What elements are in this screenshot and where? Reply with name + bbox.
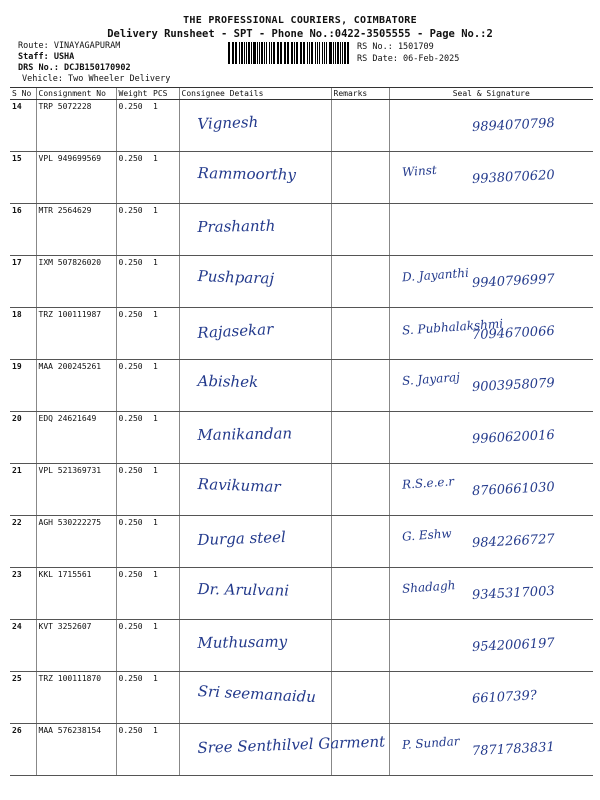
pcs-cell: 1 xyxy=(151,256,179,308)
remarks-cell xyxy=(331,620,389,672)
staff-label: Staff: USHA xyxy=(18,52,75,62)
barcode-bar xyxy=(244,42,245,64)
consignment-no-cell: VPL 521369731 xyxy=(36,464,116,516)
barcode-bar xyxy=(319,42,321,64)
pcs-cell: 1 xyxy=(151,100,179,152)
seal-signature-cell xyxy=(389,412,593,464)
consignee-details-cell: Abishek xyxy=(179,358,332,413)
consignment-no-cell: VPL 949699569 xyxy=(36,152,116,204)
remarks-cell xyxy=(331,152,389,204)
consignee-details-cell: Manikandan xyxy=(179,410,332,465)
consignment-no-cell: TRZ 100111987 xyxy=(36,308,116,360)
barcode-bar xyxy=(322,42,323,64)
table-row xyxy=(10,308,593,360)
consignee-details-cell: Muthusamy xyxy=(179,618,332,673)
barcode-bar xyxy=(259,42,260,64)
consignment-no-cell: MTR 2564629 xyxy=(36,204,116,256)
seal-signature-cell xyxy=(389,204,593,256)
barcode-bar xyxy=(246,42,247,64)
pcs-cell: 1 xyxy=(151,620,179,672)
remarks-cell xyxy=(331,100,389,152)
signature-phone: 9894070798 xyxy=(471,115,555,136)
signature-text: G. Eshw xyxy=(401,526,452,544)
sno-cell: 17 xyxy=(10,256,36,308)
consignee-details-cell: Prashanth xyxy=(179,202,332,257)
pcs-cell: 1 xyxy=(151,412,179,464)
barcode-bar xyxy=(300,42,301,64)
signature-phone: 7871783831 xyxy=(471,739,555,760)
barcode-bar xyxy=(317,42,318,64)
barcode-bar xyxy=(291,42,293,64)
table-row xyxy=(10,516,593,568)
barcode-bar xyxy=(288,42,289,64)
barcode-bar xyxy=(235,42,237,64)
barcode-bar xyxy=(277,42,279,64)
barcode-bar xyxy=(241,42,243,64)
consignee-details-cell: Pushparaj xyxy=(178,253,332,310)
weight-cell: 0.250 xyxy=(116,308,151,360)
consignee-details-cell: Sri seemanaidu xyxy=(178,668,333,728)
signature-text: Shadagh xyxy=(401,578,456,596)
runsheet-table xyxy=(10,87,593,776)
pcs-cell: 1 xyxy=(151,204,179,256)
signature-phone: 9345317003 xyxy=(471,583,555,604)
barcode-bar xyxy=(301,42,302,64)
sno-cell: 16 xyxy=(10,204,36,256)
table-row xyxy=(10,360,593,412)
barcode-bar xyxy=(248,42,250,64)
consignment-no-cell: EDQ 24621649 xyxy=(36,412,116,464)
runsheet-subtitle: Delivery Runsheet - SPT - Phone No.:0422-3505555 - Page No.:2 xyxy=(107,28,493,40)
sno-cell: 22 xyxy=(10,516,36,568)
rs-date: RS Date: 06-Feb-2025 xyxy=(357,54,460,64)
barcode-bar xyxy=(342,42,343,64)
sno-cell: 20 xyxy=(10,412,36,464)
signature-text: S. Pubhalakshmi xyxy=(401,316,504,338)
weight-cell: 0.250 xyxy=(116,100,151,152)
weight-cell: 0.250 xyxy=(116,724,151,776)
weight-cell: 0.250 xyxy=(116,256,151,308)
consignment-no-cell: KKL 1715561 xyxy=(36,568,116,620)
weight-cell: 0.250 xyxy=(116,568,151,620)
pcs-cell: 1 xyxy=(151,360,179,412)
barcode-bar xyxy=(335,42,336,64)
barcode-bar xyxy=(326,42,328,64)
barcode-bar xyxy=(287,42,288,64)
table-row xyxy=(10,672,593,724)
sno-cell: 26 xyxy=(10,724,36,776)
sno-cell: 21 xyxy=(10,464,36,516)
barcode-bar xyxy=(261,42,263,64)
consignment-no-cell: TRZ 100111870 xyxy=(36,672,116,724)
col-header-remarks: Remarks xyxy=(331,88,389,100)
rs-number: RS No.: 1501709 xyxy=(357,42,434,52)
barcode-bar xyxy=(340,42,341,64)
weight-cell: 0.250 xyxy=(116,412,151,464)
table-row xyxy=(10,152,593,204)
col-header-seal-signature: Seal & Signature xyxy=(389,88,593,100)
barcode-bar xyxy=(324,42,325,64)
sno-cell: 15 xyxy=(10,152,36,204)
weight-cell: 0.250 xyxy=(116,620,151,672)
col-header-consignment: Consignment No xyxy=(36,88,116,100)
remarks-cell xyxy=(331,412,389,464)
pcs-cell: 1 xyxy=(151,464,179,516)
weight-cell: 0.250 xyxy=(116,464,151,516)
barcode-bar xyxy=(329,42,331,64)
remarks-cell xyxy=(331,672,389,724)
weight-cell: 0.250 xyxy=(116,360,151,412)
sno-cell: 14 xyxy=(10,100,36,152)
consignee-details-cell: Durga steel xyxy=(178,513,332,570)
barcode-bar xyxy=(311,42,313,64)
table-row xyxy=(10,568,593,620)
barcode-bar xyxy=(233,42,234,64)
table-row xyxy=(10,100,593,152)
seal-signature-cell xyxy=(389,360,593,412)
signature-phone: 7094670066 xyxy=(471,323,555,344)
sno-cell: 25 xyxy=(10,672,36,724)
sno-cell: 18 xyxy=(10,308,36,360)
consignment-no-cell: TRP 5072228 xyxy=(36,100,116,152)
col-header-sno: S No xyxy=(10,88,36,100)
table-row xyxy=(10,620,593,672)
signature-text: S. Jayaraj xyxy=(401,369,460,389)
vehicle-label: Vehicle: Two Wheeler Delivery xyxy=(22,74,171,84)
barcode-bar xyxy=(284,42,286,64)
barcode-bar xyxy=(333,42,334,64)
table-row xyxy=(10,464,593,516)
seal-signature-cell xyxy=(389,724,593,776)
barcode-bar xyxy=(271,42,272,64)
weight-cell: 0.250 xyxy=(116,152,151,204)
sno-cell: 19 xyxy=(10,360,36,412)
remarks-cell xyxy=(331,360,389,412)
pcs-cell: 1 xyxy=(151,308,179,360)
barcode-bar xyxy=(307,42,309,64)
barcode-bar xyxy=(296,42,298,64)
pcs-cell: 1 xyxy=(151,152,179,204)
consignment-no-cell: KVT 3252607 xyxy=(36,620,116,672)
remarks-cell xyxy=(331,204,389,256)
consignment-no-cell: IXM 507826020 xyxy=(36,256,116,308)
barcode-bar xyxy=(253,42,255,64)
pcs-cell: 1 xyxy=(151,672,179,724)
barcode-bar xyxy=(264,42,266,64)
col-header-pcs: PCS xyxy=(151,88,179,100)
consignee-details-cell: Sree Senthilvel Garment xyxy=(178,721,332,778)
barcode-bar xyxy=(251,42,252,64)
barcode-bar xyxy=(315,42,316,64)
table-row xyxy=(10,412,593,464)
seal-signature-cell xyxy=(389,152,593,204)
weight-cell: 0.250 xyxy=(116,516,151,568)
barcode-bar xyxy=(281,42,282,64)
signature-phone: 9542006197 xyxy=(471,635,555,656)
remarks-cell xyxy=(331,308,389,360)
barcode-bar xyxy=(228,42,230,64)
barcode-bar xyxy=(273,42,275,64)
barcode-bar xyxy=(344,42,346,64)
consignee-details-cell: Rajasekar xyxy=(178,304,333,364)
col-header-consignee: Consignee Details xyxy=(179,88,331,100)
signature-phone: 9960620016 xyxy=(471,427,555,448)
pcs-cell: 1 xyxy=(151,568,179,620)
runsheet-title: THE PROFESSIONAL COURIERS, COIMBATORE xyxy=(183,15,417,26)
seal-signature-cell xyxy=(389,100,593,152)
barcode-bar xyxy=(294,42,295,64)
consignee-details-cell: Dr. Arulvani xyxy=(179,566,332,621)
consignee-details-cell: Vignesh xyxy=(178,97,332,154)
barcode-bar xyxy=(280,42,281,64)
seal-signature-cell xyxy=(389,516,593,568)
signature-phone: 8760661030 xyxy=(471,479,555,500)
remarks-cell xyxy=(331,464,389,516)
seal-signature-cell xyxy=(389,568,593,620)
table-row xyxy=(10,724,593,776)
remarks-cell xyxy=(331,256,389,308)
barcode-image xyxy=(228,42,350,64)
seal-signature-cell xyxy=(389,672,593,724)
signature-phone: 9842266727 xyxy=(471,531,555,552)
signature-phone: 9938070620 xyxy=(471,167,555,188)
seal-signature-cell xyxy=(389,464,593,516)
barcode-bar xyxy=(303,42,305,64)
signature-text: D. Jayanthi xyxy=(401,265,469,285)
signature-phone: 6610739? xyxy=(471,688,537,707)
barcode-bar xyxy=(266,42,267,64)
pcs-cell: 1 xyxy=(151,516,179,568)
consignee-details-cell: Rammoorthy xyxy=(179,150,332,205)
signature-text: P. Sundar xyxy=(401,734,460,752)
consignee-details-cell: Ravikumar xyxy=(178,461,332,518)
seal-signature-cell xyxy=(389,620,593,672)
sno-cell: 23 xyxy=(10,568,36,620)
signature-text: Winst xyxy=(401,162,437,180)
seal-signature-cell xyxy=(389,308,593,360)
signature-text: R.S.e.e.r xyxy=(401,474,454,492)
table-row xyxy=(10,256,593,308)
remarks-cell xyxy=(331,568,389,620)
weight-cell: 0.250 xyxy=(116,204,151,256)
consignment-no-cell: MAA 200245261 xyxy=(36,360,116,412)
barcode-bar xyxy=(337,42,339,64)
barcode-bar xyxy=(347,42,349,64)
barcode-bar xyxy=(239,42,240,64)
barcode-bar xyxy=(269,42,270,64)
consignment-no-cell: MAA 576238154 xyxy=(36,724,116,776)
weight-cell: 0.250 xyxy=(116,672,151,724)
seal-signature-cell xyxy=(389,256,593,308)
barcode-bar xyxy=(232,42,233,64)
drs-number: DRS No.: DCJB150170902 xyxy=(18,63,131,73)
consignment-no-cell: AGH 530222275 xyxy=(36,516,116,568)
barcode-bar xyxy=(309,42,310,64)
table-row xyxy=(10,204,593,256)
signature-phone: 9003958079 xyxy=(471,375,555,396)
signature-phone: 9940796997 xyxy=(471,271,555,292)
remarks-cell xyxy=(331,516,389,568)
barcode-bar xyxy=(257,42,258,64)
sno-cell: 24 xyxy=(10,620,36,672)
col-header-weight: Weight xyxy=(116,88,151,100)
pcs-cell: 1 xyxy=(151,724,179,776)
route-label: Route: VINAYAGAPURAM xyxy=(18,41,121,51)
